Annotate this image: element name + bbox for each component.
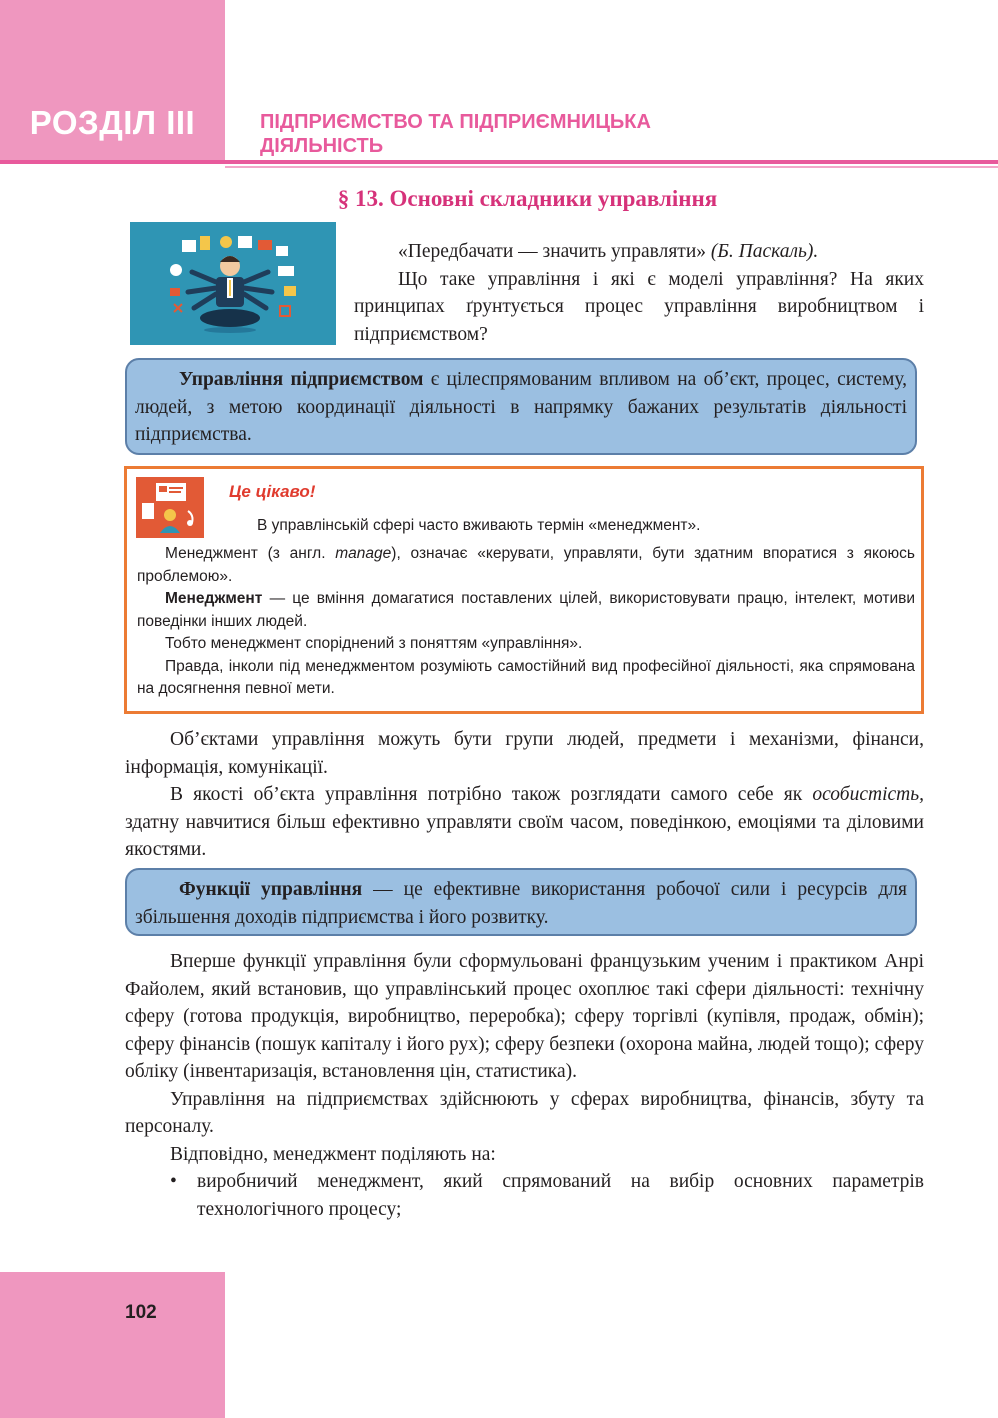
definition-text: — це ефективне використання робочої сили і ресурсів для збільшення доходів підприємства і його розвитку.: [135, 879, 907, 928]
management-types-list: [125, 1168, 924, 1223]
body-section-objects: [125, 726, 924, 864]
interesting-paragraph: Тобто менеджмент споріднений з поняттям «управління».: [165, 635, 583, 652]
footer-pink-block: [0, 1272, 225, 1418]
interesting-body: [137, 543, 915, 701]
definition-text: є цілеспрямованим впливом на об’єкт, процес, систему, людей, з метою координації діяльності в напрямку бажаних результатів діяльності підприємства.: [135, 369, 907, 445]
epigraph: «Передбачати — значить управляти» (Б. Паскаль).: [398, 241, 819, 262]
body-section-functions: [125, 948, 924, 1223]
chapter-title-line-1: ПІДПРИЄМСТВО ТА ПІДПРИЄМНИЦЬКА: [260, 111, 651, 133]
interesting-paragraph: Менеджмент — це вміння домагатися поставлених цілей, використовувати працю, інтелект, мотиви поведінки інших людей.: [137, 590, 915, 630]
bullet-icon: •: [170, 1171, 177, 1192]
definition-box-management-functions: [125, 868, 917, 936]
page-number: 102: [125, 1302, 157, 1323]
interesting-lead: В управлінській сфері часто вживають термін «менеджмент».: [257, 517, 701, 534]
interesting-paragraph: Менеджмент (з англ. manage), означає «керувати, управляти, бути здатним впоратися з якоюсь проблемою».: [137, 545, 915, 585]
intro-question: Що таке управління і які є моделі управління? На яких принципах ґрунтується процес управління виробництвом і підприємством?: [354, 268, 924, 345]
chapter-title: [260, 110, 880, 158]
interesting-title: Це цікаво!: [229, 482, 316, 501]
paragraph-title: § 13. Основні складники управління: [337, 186, 718, 211]
body-paragraph: Управління на підприємствах здійснюють у сферах виробництва, фінансів, збуту та персоналу.: [125, 1088, 924, 1137]
definition-box-enterprise-management: [125, 358, 917, 455]
body-paragraph: В якості об’єкта управління потрібно також розглядати самого себе як особистість, здатну навчитися більш ефективно управляти своїм часом, поведінкою, емоціями та діловими якостями.: [125, 784, 924, 860]
manager-multitasking-illustration: [130, 222, 336, 345]
interesting-facts-box: [124, 466, 924, 714]
header-rule: [0, 160, 998, 164]
epigraph-author: (Б. Паскаль).: [710, 241, 819, 262]
body-paragraph: Вперше функції управління були сформульовані французьким ученим і практиком Анрі Файолем, який встановив, що управлінський процес охоплює такі сфери діяльності: технічну сферу (готова продукція, виробництво, переробка); сферу торгівлі (купівля, продаж, обмін); сферу фінансів (пошук капіталу і його рух); сферу безпеки (охорона майна, людей тощо); сферу обліку (інвентаризація, встановлення цін, статистика).: [125, 951, 924, 1082]
interesting-paragraph: Правда, інколи під менеджментом розуміють самостійний вид професійної діяльності, яка спрямована на досягнення певної мети.: [137, 657, 915, 697]
body-paragraph: Об’єктами управління можуть бути групи людей, предмети і механізми, фінанси, інформація, комунікації.: [125, 729, 924, 778]
section-label: РОЗДІЛ III: [29, 104, 196, 141]
header-rule-thin: [225, 166, 998, 168]
intro-text: [354, 238, 924, 348]
definition-term: Управління підприємством: [179, 369, 424, 390]
chapter-title-line-2: ДІЯЛЬНІСТЬ: [260, 135, 384, 157]
definition-term: Функції управління: [179, 879, 363, 900]
list-item: • виробничий менеджмент, який спрямований на вибір основних параметрів технологічного процесу;: [125, 1168, 924, 1223]
presentation-icon: [136, 477, 204, 538]
body-paragraph: Відповідно, менеджмент поділяють на:: [170, 1143, 496, 1165]
